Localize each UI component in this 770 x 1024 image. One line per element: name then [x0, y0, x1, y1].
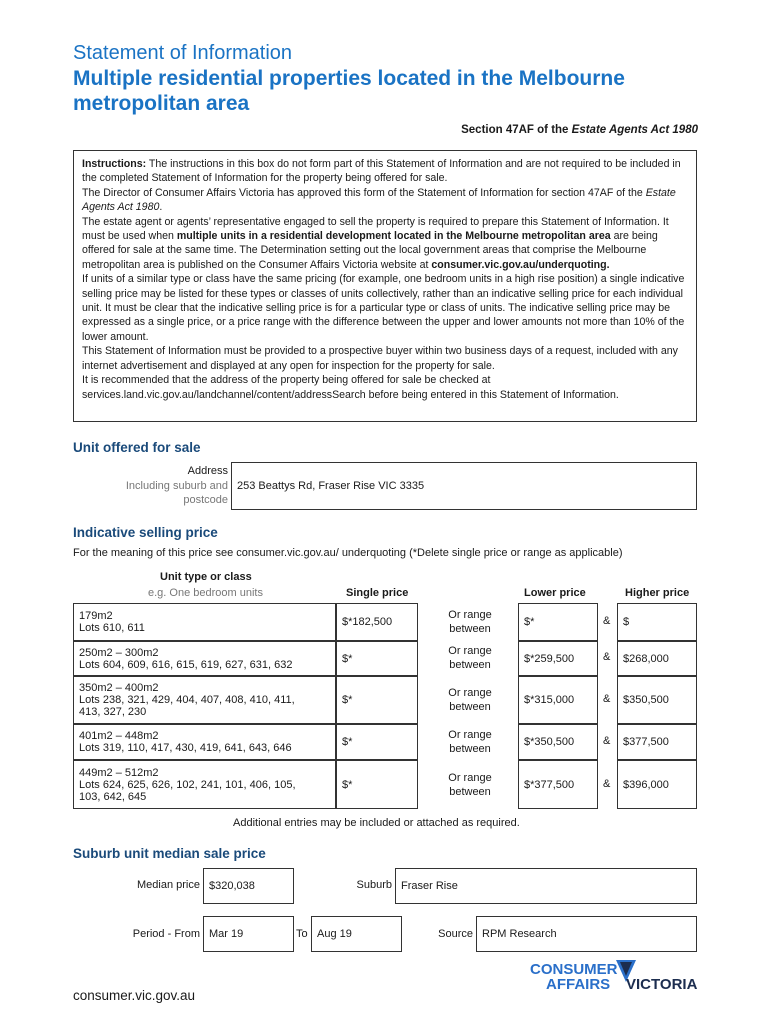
- instructions-label: Instructions:: [82, 158, 147, 170]
- col-unit-example: e.g. One bedroom units: [148, 587, 263, 599]
- single-price-cell[interactable]: $*182,500: [336, 603, 418, 641]
- indicative-price-heading: Indicative selling price: [73, 525, 218, 540]
- ampersand: &: [603, 693, 611, 705]
- unit-type-cell[interactable]: 179m2 Lots 610, 611: [73, 603, 336, 641]
- higher-price-cell[interactable]: $268,000: [617, 641, 697, 676]
- ampersand: &: [603, 615, 611, 627]
- lower-price-cell[interactable]: $*: [518, 603, 598, 641]
- instructions-address-check: It is recommended that the address of the property being offered for sale be checked at services.land.vic.gov.au/landchannel/content/addressSearch before being entered in this Statement of Information.: [82, 374, 619, 401]
- logo-word-affairs: AFFAIRS: [546, 976, 611, 993]
- higher-price-cell[interactable]: $377,500: [617, 724, 697, 760]
- unit-type-cell[interactable]: 449m2 – 512m2 Lots 624, 625, 626, 102, 241, 101, 406, 105, 103, 642, 645: [73, 760, 336, 809]
- median-price-heading: Suburb unit median sale price: [73, 846, 266, 861]
- higher-price-cell[interactable]: $396,000: [617, 760, 697, 809]
- ampersand: &: [603, 651, 611, 663]
- higher-price-cell[interactable]: $350,500: [617, 676, 697, 724]
- lower-price-cell[interactable]: $*350,500: [518, 724, 598, 760]
- col-lower-price: Lower price: [524, 587, 586, 599]
- additional-entries-note: Additional entries may be included or attached as required.: [233, 817, 520, 829]
- lower-price-cell[interactable]: $*377,500: [518, 760, 598, 809]
- period-from-label: Period - From: [132, 928, 200, 940]
- form-supertitle: Statement of Information: [73, 42, 293, 64]
- address-label: Address Including suburb and postcode: [125, 465, 228, 506]
- logo-graphic: [530, 958, 702, 996]
- period-from-field[interactable]: Mar 19: [203, 916, 294, 952]
- address-field[interactable]: 253 Beattys Rd, Fraser Rise VIC 3335: [231, 462, 697, 510]
- ampersand: &: [603, 778, 611, 790]
- col-unit-type: Unit type or class: [160, 571, 252, 583]
- col-higher-price: Higher price: [625, 587, 690, 599]
- instructions-pricing: If units of a similar type or class have the same pricing (for example, one bedroom units in a high rise position) a single indicative selling price may be listed for these types or classes of units collectively, rather than an indicative selling price for each individual unit. It must be clear that the indicative selling price is for a particular type or class of units. The indicative selling price may be expressed as a single price, or a price range with the difference between the upper and lower amounts not more than 10% of the lower amount.: [82, 273, 685, 343]
- indicative-price-note: For the meaning of this price see consumer.vic.gov.au/ underquoting (*Delete single price or range as applicable): [73, 547, 623, 559]
- single-price-cell[interactable]: $*: [336, 676, 418, 724]
- unit-type-cell[interactable]: 401m2 – 448m2 Lots 319, 110, 417, 430, 419, 641, 643, 646: [73, 724, 336, 760]
- unit-offered-heading: Unit offered for sale: [73, 440, 201, 455]
- higher-price-cell[interactable]: $: [617, 603, 697, 641]
- col-single-price: Single price: [346, 587, 409, 599]
- or-range-label: Or range between: [448, 687, 492, 713]
- lower-price-cell[interactable]: $*259,500: [518, 641, 598, 676]
- single-price-cell[interactable]: $*: [336, 641, 418, 676]
- median-price-field[interactable]: $320,038: [203, 868, 294, 904]
- unit-type-cell[interactable]: 250m2 – 300m2 Lots 604, 609, 616, 615, 619, 627, 631, 632: [73, 641, 336, 676]
- instructions-provision: This Statement of Information must be provided to a prospective buyer within two business days of a request, included with any internet advertisement and displayed at any open for inspection for the property for sale.: [82, 345, 678, 372]
- logo-word-victoria: VICTORIA: [626, 976, 698, 993]
- instructions-approval: The Director of Consumer Affairs Victoria has approved this form of the Statement of Information for section 47AF of the Estate Agents Act 1980.: [82, 186, 676, 214]
- or-range-label: Or range between: [448, 772, 492, 798]
- period-to-label: To: [296, 928, 308, 940]
- footer-url: consumer.vic.gov.au: [73, 988, 196, 1003]
- lower-price-cell[interactable]: $*315,000: [518, 676, 598, 724]
- or-range-label: Or range between: [448, 645, 492, 671]
- instructions-box: Instructions: The instructions in this box do not form part of this Statement of Information and are not required to be included in the completed Statement of Information for the property being offered for sale. The Director of Consumer Affairs Victoria has approved this form of the Statement of Information for section 47AF of the Estate Agents Act 1980. The estate agent or agents’ representative engaged to sell the property is required to prepare this Statement of Information. It must be used when multiple units in a residential development located in the Melbourne metropolitan area are being offered for sale at the same time. The Determination setting out the local government areas that comprise the Melbourne metropolitan area is published on the Consumer Affairs Victoria website at consumer.vic.gov.au/underquoting. If units of a similar type or class have the same pricing (for example, one bedroom units in a high rise position) a single indicative selling price may be listed for these types or classes of units collectively, rather than an indicative selling price for each individual unit. It must be clear that the indicative selling price is for a particular type or class of units. The indicative selling price may be expressed as a single price, or a price range with the difference between the upper and lower amounts not more than 10% of the lower amount. This Statement of Information must be provided to a prospective buyer within two business days of a request, included with any internet advertisement and displayed at any open for inspection for the property for sale. It is recommended that the address of the property being offered for sale be checked at services.land.vic.gov.au/landchannel/content/addressSearch before being entered in this Statement of Information.: [73, 150, 697, 422]
- period-to-field[interactable]: Aug 19: [311, 916, 402, 952]
- section-reference: Section 47AF of the Estate Agents Act 1980: [461, 124, 698, 136]
- source-field[interactable]: RPM Research: [476, 916, 697, 952]
- median-price-label: Median price: [137, 879, 200, 891]
- source-label: Source: [438, 928, 473, 940]
- logo-word-consumer: CONSUMER: [530, 961, 618, 978]
- ampersand: &: [603, 735, 611, 747]
- or-range-label: Or range between: [448, 729, 492, 755]
- single-price-cell[interactable]: $*: [336, 724, 418, 760]
- single-price-cell[interactable]: $*: [336, 760, 418, 809]
- consumer-affairs-victoria-logo: [530, 958, 702, 996]
- unit-type-cell[interactable]: 350m2 – 400m2 Lots 238, 321, 429, 404, 407, 408, 410, 411, 413, 327, 230: [73, 676, 336, 724]
- page-title: Multiple residential properties located in the Melbourne metropolitan area: [73, 67, 625, 115]
- suburb-field[interactable]: Fraser Rise: [395, 868, 697, 904]
- instructions-usage: The estate agent or agents’ representative engaged to sell the property is required to prepare this Statement of Information. It must be used when multiple units in a residential development located in the Melbourne metropolitan area are being offered for sale at the same time. The Determination setting out the local government areas that comprise the Melbourne metropolitan area is published on the Consumer Affairs Victoria website at consumer.vic.gov.au/underquoting.: [82, 215, 669, 271]
- or-range-label: Or range between: [448, 609, 492, 635]
- suburb-label: Suburb: [356, 879, 392, 891]
